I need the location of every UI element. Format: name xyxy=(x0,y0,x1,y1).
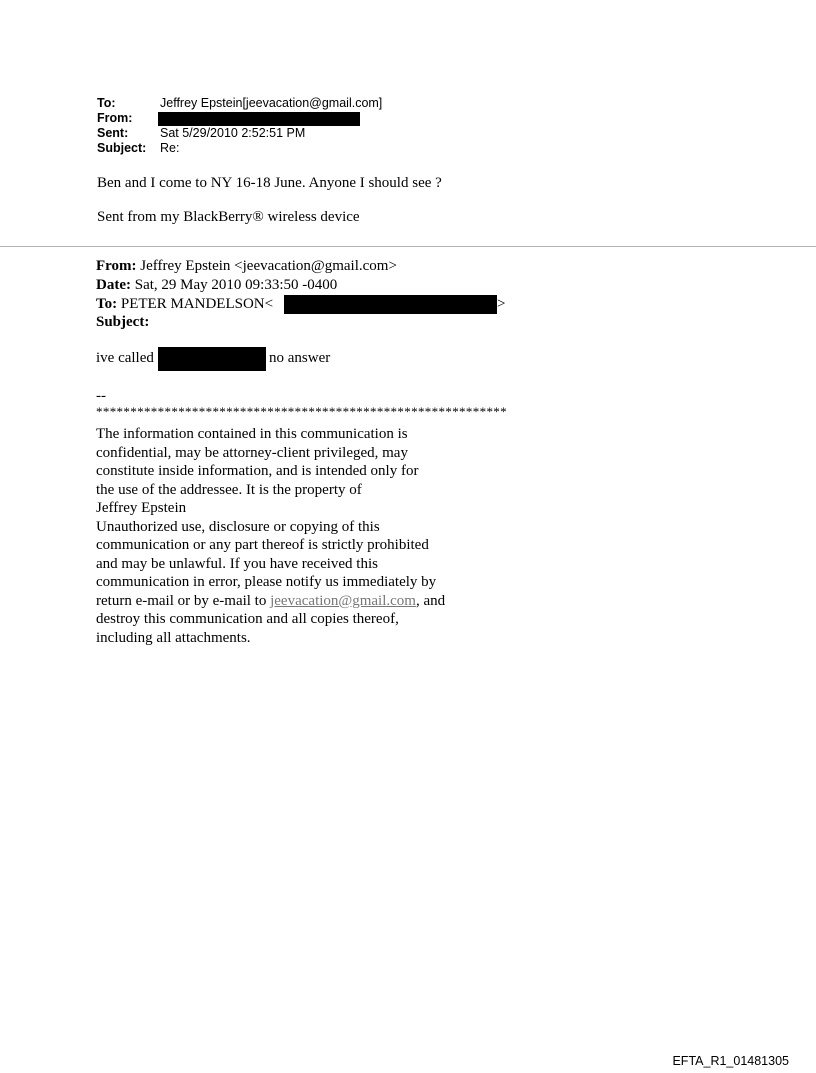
reply-body: Ben and I come to NY 16-18 June. Anyone I should see ? xyxy=(97,175,442,191)
email-link[interactable]: jeevacation@gmail.com xyxy=(270,592,416,609)
quoted-body-before: ive called xyxy=(96,350,154,366)
quoted-to-row xyxy=(96,295,273,314)
quoted-subject-row xyxy=(96,313,149,332)
quoted-date-label: Date: xyxy=(96,277,131,293)
quoted-body-after: no answer xyxy=(269,350,331,366)
redaction-quoted-body xyxy=(158,347,266,371)
header-to-label: To: xyxy=(97,96,116,110)
disclaimer-line: constitute inside information, and is intended only for xyxy=(96,463,419,479)
redaction-quoted-to xyxy=(284,295,497,314)
quoted-from-label: From: xyxy=(96,258,137,274)
quoted-to-close: > xyxy=(497,296,506,312)
header-subject-value: Re: xyxy=(160,141,180,155)
header-subject-label: Subject: xyxy=(97,141,147,155)
disclaimer-text: return e-mail or by e-mail to xyxy=(96,592,271,609)
quoted-date-value: Sat, 29 May 2010 09:33:50 -0400 xyxy=(134,277,338,293)
disclaimer-line: communication or any part thereof is strictly prohibited xyxy=(96,537,429,553)
signature-stars: ************************************************************ xyxy=(96,404,507,419)
disclaimer-line: The information contained in this communication is xyxy=(96,426,408,442)
disclaimer xyxy=(96,425,445,647)
separator-line xyxy=(0,246,816,247)
redaction-header-from xyxy=(158,112,360,126)
disclaimer-line: the use of the addressee. It is the property of xyxy=(96,481,362,498)
quoted-subject-label: Subject: xyxy=(96,314,150,330)
quoted-from-row xyxy=(96,257,397,276)
header-to-value: Jeffrey Epstein[jeevacation@gmail.com] xyxy=(160,96,383,110)
quoted-to-value: PETER MANDELSON< xyxy=(120,296,274,312)
header-sent-label: Sent: xyxy=(97,126,129,140)
header-sent-value: Sat 5/29/2010 2:52:51 PM xyxy=(160,126,306,140)
quoted-date-row xyxy=(96,276,337,295)
disclaimer-line: confidential, may be attorney-client privileged, may xyxy=(96,444,408,461)
header-from-label: From: xyxy=(97,111,133,125)
disclaimer-line: destroy this communication and all copies thereof, xyxy=(96,611,399,627)
reply-signature: Sent from my BlackBerry® wireless device xyxy=(97,209,360,225)
quoted-to-label: To: xyxy=(96,296,118,312)
disclaimer-line: communication in error, please notify us immediately by xyxy=(96,574,437,590)
bates-number: EFTA_R1_01481305 xyxy=(672,1054,789,1068)
disclaimer-line: Unauthorized use, disclosure or copying of this xyxy=(96,518,380,535)
disclaimer-line: Jeffrey Epstein xyxy=(96,500,187,516)
disclaimer-line: including all attachments. xyxy=(96,629,251,646)
signature-dash: -- xyxy=(96,388,106,404)
quoted-from-value: Jeffrey Epstein <jeevacation@gmail.com> xyxy=(140,258,397,274)
disclaimer-line xyxy=(96,592,445,611)
disclaimer-text: , and xyxy=(415,592,446,609)
disclaimer-line: and may be unlawful. If you have received this xyxy=(96,555,378,572)
